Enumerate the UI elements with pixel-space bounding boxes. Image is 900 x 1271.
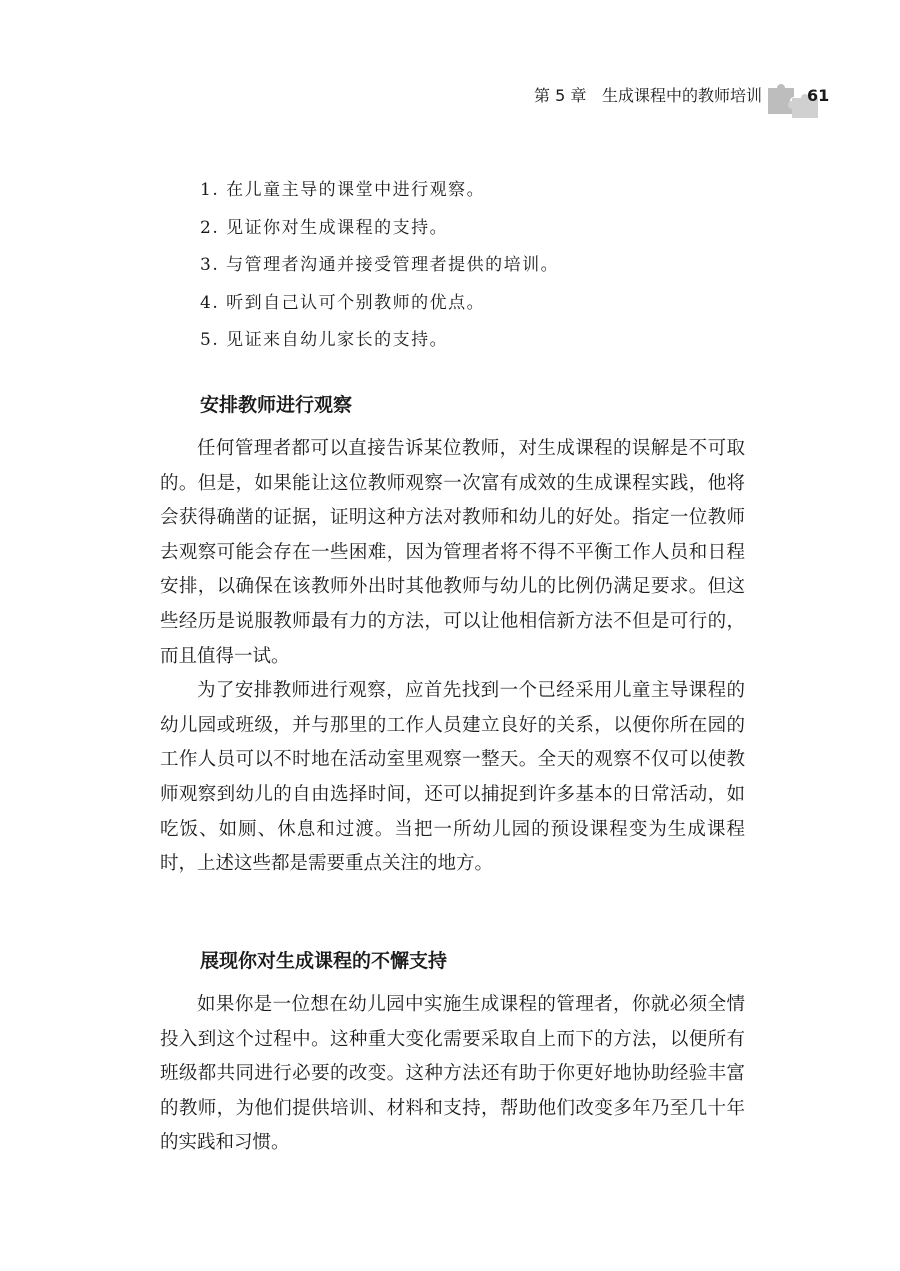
paragraph: 任何管理者都可以直接告诉某位教师，对生成课程的误解是不可取的。但是，如果能让这位教师观察一次富有成效的生成课程实践，他将会获得确凿的证据，证明这种方法对教师和幼儿的好处。指定一位教师去观察可能会存在一些困难，因为管理者将不得不平衡工作人员和日程安排，以确保在该教师外出时其他教师与幼儿的比例仍满足要求。但这些经历是说服教师最有力的方法，可以让他相信新方法不但是可行的，而且值得一试。 xyxy=(160,438,745,667)
numbered-list xyxy=(200,172,559,360)
page-number: 61 xyxy=(807,86,830,105)
list-item: 2. 见证你对生成课程的支持。 xyxy=(200,217,449,238)
section-show-support xyxy=(160,944,745,1161)
list-item: 3. 与管理者沟通并接受管理者提供的培训。 xyxy=(200,255,560,275)
list-item: 1. 在儿童主导的课堂中进行观察。 xyxy=(200,180,486,200)
chapter-title: 生成课程中的教师培训 xyxy=(602,86,763,105)
section-arrange-observation xyxy=(160,388,745,882)
chapter-label: 第 5 章 xyxy=(534,86,587,105)
paragraph: 为了安排教师进行观察，应首先找到一个已经采用儿童主导课程的幼儿园或班级，并与那里的工作人员建立良好的关系，以便你所在园的工作人员可以不时地在活动室里观察一整天。全天的观察不仅可以使教师观察到幼儿的自由选择时间，还可以捕捉到许多基本的日常活动，如吃饭、如厕、休息和过渡。当把一所幼儿园的预设课程变为生成课程时，上述这些都是需要重点关注的地方。 xyxy=(160,680,745,875)
list-item: 5. 见证来自幼儿家长的支持。 xyxy=(200,330,449,350)
paragraph: 如果你是一位想在幼儿园中实施生成课程的管理者，你就必须全情投入到这个过程中。这种重大变化需要采取自上而下的方法，以便所有班级都共同进行必要的改变。这种方法还有助于你更好地协助经验丰富的教师，为他们提供培训、材料和支持，帮助他们改变多年乃至几十年的实践和习惯。 xyxy=(160,994,745,1154)
section-heading: 展现你对生成课程的不懈支持 xyxy=(200,950,448,972)
running-head xyxy=(0,84,900,110)
section-heading: 安排教师进行观察 xyxy=(200,394,353,416)
list-item: 4. 听到自己认可个别教师的优点。 xyxy=(200,292,486,313)
